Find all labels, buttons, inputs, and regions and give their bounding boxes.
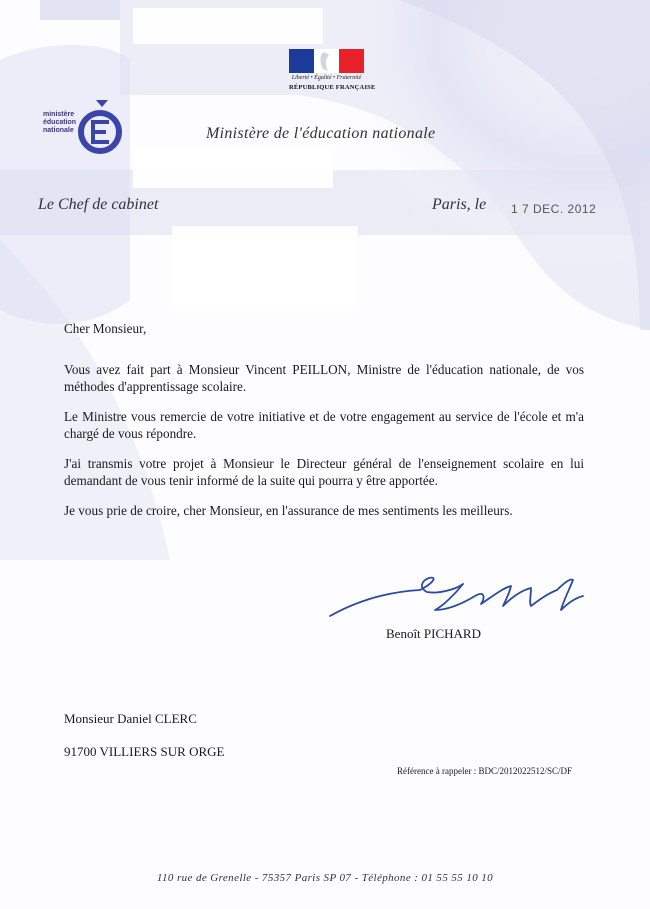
- redacted-block: [133, 150, 333, 188]
- paragraph: Le Ministre vous remercie de votre initiative et de votre engagement au service de l'école et m'a chargé de vous répondre.: [64, 409, 584, 441]
- date-stamp: 1 7 DEC. 2012: [511, 202, 597, 216]
- marianne-icon: [314, 49, 339, 73]
- flag-motto: Liberté • Égalité • Fraternité: [291, 75, 362, 81]
- paragraph: J'ai transmis votre projet à Monsieur le Directeur général de l'enseignement scolaire en lui demandant de vous tenir informé de la suite qui pourra y être apportée.: [64, 456, 584, 488]
- salutation: Cher Monsieur,: [64, 321, 147, 336]
- redacted-block: [133, 8, 323, 44]
- reference-number: Référence à rappeler : BDC/2012022512/SC/DF: [397, 766, 572, 776]
- sender-title: Le Chef de cabinet: [38, 196, 159, 213]
- flag-blue-band: [289, 49, 314, 73]
- recipient-city: 91700 VILLIERS SUR ORGE: [64, 744, 225, 759]
- letter-body: [64, 320, 584, 532]
- paragraph: Vous avez fait part à Monsieur Vincent PEILLON, Ministre de l'éducation nationale, de vos méthodes d'apprentissage scolaire.: [64, 362, 584, 394]
- signer-name: Benoît PICHARD: [386, 626, 481, 641]
- logo-line: éducation: [43, 119, 77, 126]
- republic-label: RÉPUBLIQUE FRANÇAISE: [289, 84, 376, 91]
- flag-red-band: [339, 49, 364, 73]
- ministry-logo-text: [43, 111, 83, 135]
- place-label: Paris, le: [432, 196, 487, 213]
- ministry-e-logo-icon: [78, 96, 123, 156]
- paragraph: Je vous prie de croire, cher Monsieur, en l'assurance de mes sentiments les meilleurs.: [64, 503, 513, 518]
- redacted-block: [172, 226, 358, 310]
- footer-address: 110 rue de Grenelle - 75357 Paris SP 07 - Téléphone : 01 55 55 10 10: [156, 872, 494, 884]
- ministry-name: Ministère de l'éducation nationale: [206, 125, 436, 142]
- logo-line: ministère: [43, 111, 75, 118]
- recipient-name: Monsieur Daniel CLERC: [64, 711, 197, 726]
- logo-line: nationale: [43, 127, 74, 134]
- republic-flag-logo: [289, 49, 376, 95]
- flag-white-band: [314, 49, 339, 73]
- handwritten-signature: [325, 572, 590, 622]
